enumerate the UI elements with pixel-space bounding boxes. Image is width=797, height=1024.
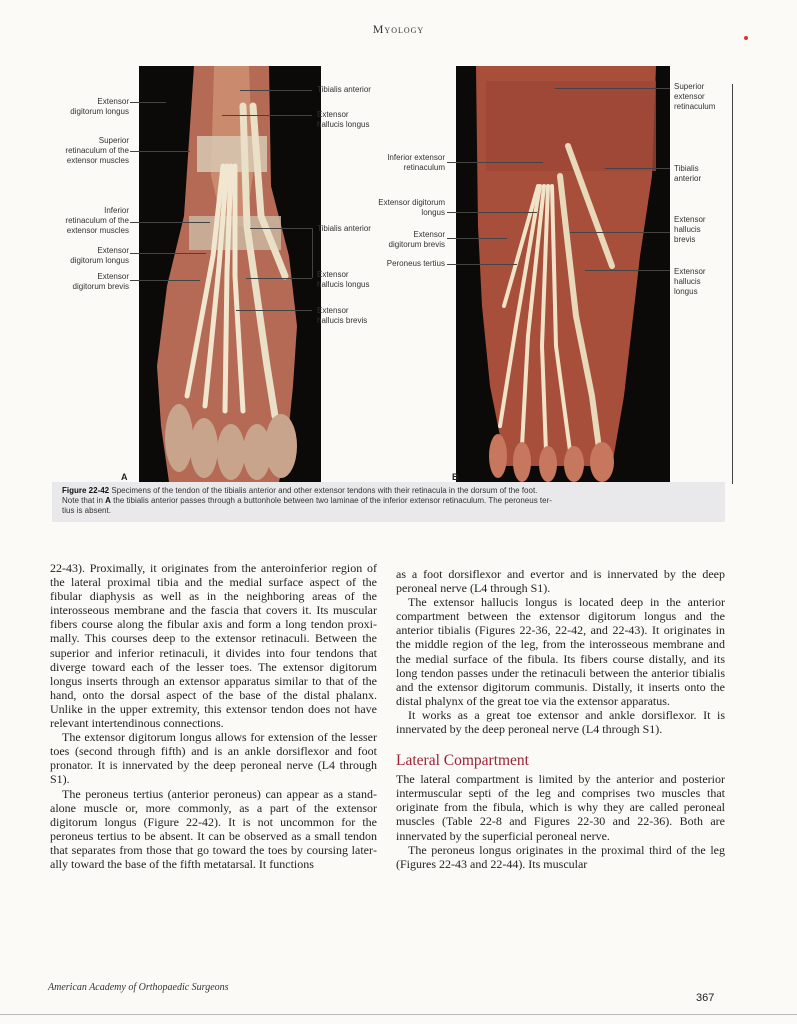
foot-dissection-a-illustration [139,66,321,482]
label-superior-retinaculum: Superior retinaculum of the extensor muscles [65,136,129,165]
running-header: Myology [372,22,425,36]
publisher-footer: American Academy of Orthopaedic Surgeons [48,982,229,993]
label-edl-bottom: Extensor digitorum longus [70,246,129,265]
label-ehl-bottom: Extensor hallucis longus [317,270,370,289]
right-text-column [396,567,725,871]
leader-line [130,222,210,223]
panel-letter-b: B [452,472,459,482]
label-b-edl: Extensor digitorum longus [378,198,445,217]
label-b-superior-retinaculum: Superior extensor retinaculum [674,82,716,111]
leader-line [222,115,312,116]
leader-line [605,168,670,169]
label-b-edb: Extensor digitorum brevis [388,230,445,249]
leader-line [447,264,517,265]
label-edl-top: Extensor digitorum longus [70,97,129,116]
footer-divider [0,1014,797,1015]
leader-line [555,88,670,89]
paragraph: It works as a great toe extensor and ankle dorsiflexor. It is innervated by the deep peroneal nerve (L4 through S1). [396,707,725,737]
caption-label: Figure 22-42 [62,486,110,495]
red-marker-dot [744,36,748,40]
figure-edge-line [732,84,733,484]
leader-line [130,102,166,103]
paragraph: 22-43). Proximally, it originates from the anteroinferior region of the lateral proximal tibia and the medial surface aspect of the fibular diaphysis as well as in the neighboring areas of the interosseous membrane and the fascia that covers it. Its muscular fibers course along the fibular axis and form a long tendon proximally. This courses deep to the extensor retinaculi. Between the superior and inferior retinaculi, it divides into four tendons that diverge toward each of the lesser toes. The extensor digitorum longus inserts through an extensor apparatus similar to that of the hand, onto the dorsal aspect of the base of the distal phalanx. Unlike in the upper extremity, this extensor tendon does not have relevant intertendinous connections. [50,561,377,731]
leader-line [240,90,312,91]
label-tibialis-anterior-top: Tibialis anterior [317,85,371,94]
figure-photo-a [139,66,321,482]
label-edb: Extensor digitorum brevis [72,272,129,291]
leader-line [447,212,537,213]
figure-photo-b [456,66,670,482]
leader-line [447,162,543,163]
leader-line [130,151,190,152]
leader-line [312,228,313,278]
label-b-peroneus-tertius: Peroneus tertius [386,259,445,268]
leader-line [447,238,507,239]
panel-letter-a: A [121,472,128,482]
leader-line [236,310,312,311]
leader-line [130,253,206,254]
label-b-inferior-retinaculum: Inferior extensor retinaculum [387,153,445,172]
label-b-tibialis-anterior: Tibialis anterior [674,164,702,183]
label-ehl-top: Extensor hallucis longus [317,110,370,129]
left-text-column [50,561,377,871]
leader-line [570,232,670,233]
figure-caption: Figure 22-42 Specimens of the tendon of the tibialis anterior and other extensor tendons with their retinacula in the dorsum of the foot. Note that in A the tibialis anterior passes through a buttonhole between two laminae of the inferior extensor retinaculum. The peroneus ter- tius is absent. [62,486,552,515]
leader-line [130,280,200,281]
label-ehb: Extensor hallucis brevis [317,306,368,325]
label-b-ehb: Extensor hallucis brevis [674,215,706,244]
label-tibialis-anterior-mid: Tibialis anterior [317,224,371,233]
paragraph: The lateral compartment is limited by the anterior and posterior intermuscular septi of the leg and comprises two muscles that originate from the fibula, which is why they are called peroneal muscles (Table 22-8 and Figures 22-30 and 22-36). Both are innervated by the superficial peroneal nerve. [396,772,725,843]
paragraph: The extensor hallucis longus is located deep in the anterior compartment between the extensor digitorum longus and the anterior tibialis (Figures 22-36, 22-42, and 22-43). It originates in the middle region of the leg, from the interosseous membrane and the medial surface of the fibula. Its fibers course distally, and its long tendon passes under the retinaculi between the anterior tibialis and the extensor digitorum communis. Distally, it inserts onto the distal phalynx of the great toe via the extensor apparatus. [396,595,725,708]
paragraph: The extensor digitorum longus allows for extension of the lesser toes (second through fifth) and is an ankle dorsiflexor and foot pronator. It is innervated by the deep peroneal nerve (L4 through S1). [50,730,377,787]
leader-line [246,278,312,279]
label-b-ehl: Extensor hallucis longus [674,267,706,296]
figure-caption-box [52,482,725,522]
paragraph: The peroneus tertius (anterior peroneus) can appear as a stand-alone muscle or, more commonly, as a part of the extensor digitorum longus (Figure 22-42). It is not uncommon for the peroneus tertius to be absent. It can be observed as a small tendon that separates from those that go toward the toes by coursing laterally toward the base of the fifth metatarsal. It functions [50,786,377,871]
page-number: 367 [696,992,715,1004]
label-inferior-retinaculum: Inferior retinaculum of the extensor muscles [65,206,129,235]
section-heading: Lateral Compartment [396,752,529,770]
foot-dissection-b-illustration [456,66,670,482]
leader-line [585,270,670,271]
paragraph: The peroneus longus originates in the proximal third of the leg (Figures 22-43 and 22-44). Its muscular [396,842,725,871]
paragraph: as a foot dorsiflexor and evertor and is innervated by the deep peroneal nerve (L4 through S1). [396,567,725,596]
leader-line [250,228,312,229]
